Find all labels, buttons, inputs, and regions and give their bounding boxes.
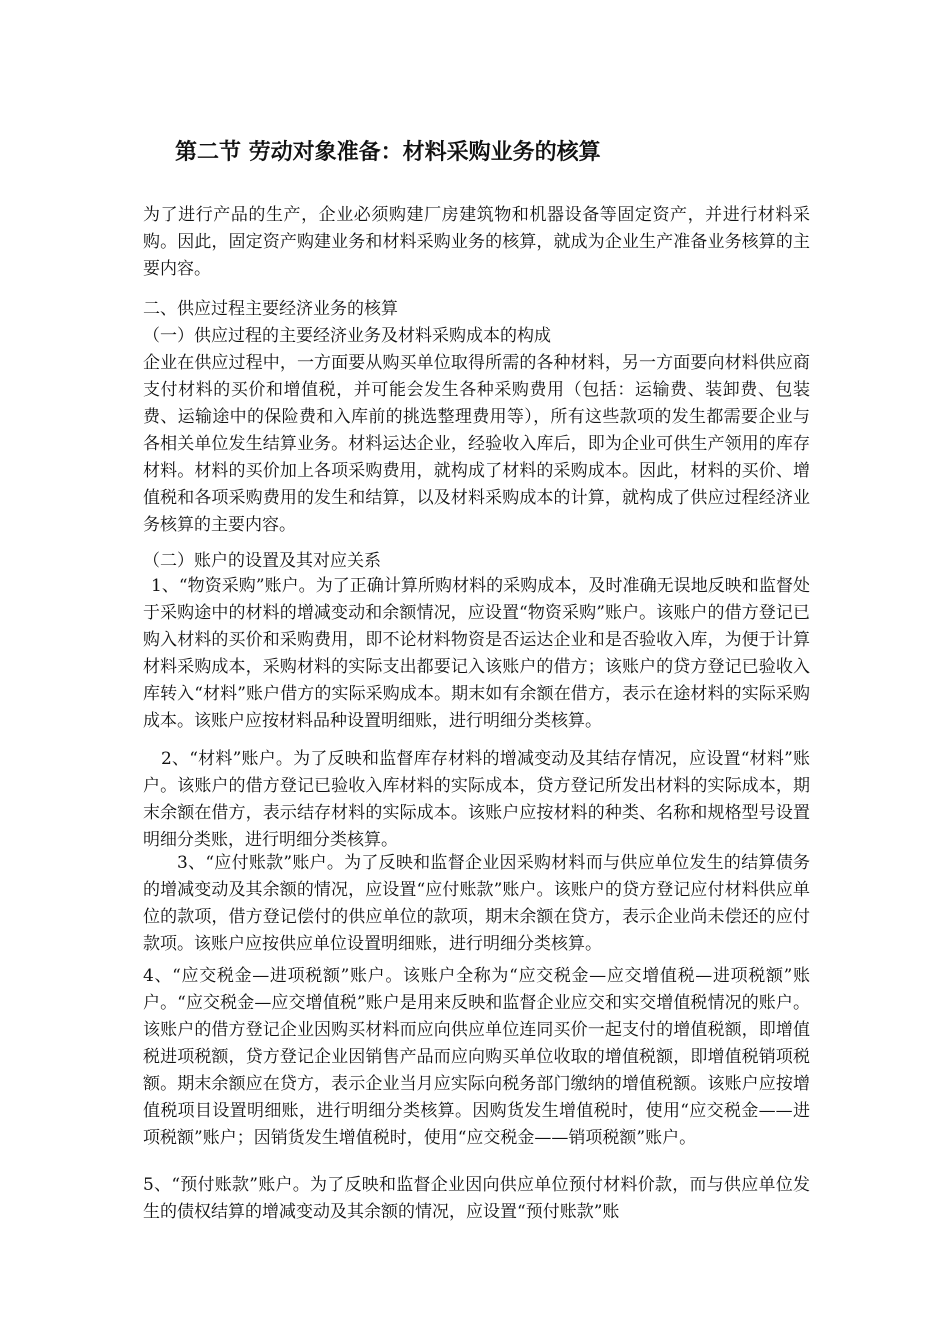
section-2-heading: 二、供应过程主要经济业务的核算	[143, 299, 398, 319]
subsection-2-heading: （二）账户的设置及其对应关系	[143, 551, 381, 571]
intro-paragraph: 为了进行产品的生产，企业必须购建厂房建筑物和机器设备等固定资产，并进行材料采购。因此，固定资产购建业务和材料采购业务的核算，就成为企业生产准备业务核算的主要内容。	[143, 205, 810, 279]
subsection-1-heading: （一）供应过程的主要经济业务及材料采购成本的构成	[143, 326, 551, 346]
section-title: 第二节 劳动对象准备：材料采购业务的核算	[175, 140, 601, 165]
account-4-paragraph: 4、“应交税金—进项税额”账户。该账户全称为“应交税金—应交增值税—进项税额”账户。“应交税金—应交增值税”账户是用来反映和监督企业应交和实交增值税情况的账户。该账户的借方登记企业因购买材料而应向供应单位连同买价一起支付的增值税额，即增值税进项税额，贷方登记企业因销售产品而应向购买单位收取的增值税额，即增值税销项税额。期末余额应在贷方，表示企业当月应实际向税务部门缴纳的增值税额。该账户应按增值税项目设置明细账，进行明细分类核算。因购货发生增值税时，使用“应交税金——进项税额”账户；因销货发生增值税时，使用“应交税金——销项税额”账户。	[143, 966, 811, 1148]
account-1-paragraph: 1、“物资采购”账户。为了正确计算所购材料的采购成本，及时准确无误地反映和监督处于采购途中的材料的增减变动和余额情况，应设置“物资采购”账户。该账户的借方登记已购入材料的买价和采购费用，即不论材料物资是否运达企业和是否验收入库，为便于计算材料采购成本，采购材料的实际支出都要记入该账户的借方；该账户的贷方登记已验收入库转入“材料”账户借方的实际采购成本。期末如有余额在借方，表示在途材料的实际采购成本。该账户应按材料品种设置明细账，进行明细分类核算。	[143, 576, 810, 731]
account-5-paragraph: 5、“预付账款”账户。为了反映和监督企业因向供应单位预付材料价款，而与供应单位发生的债权结算的增减变动及其余额的情况，应设置“预付账款”账	[143, 1175, 810, 1222]
account-3-paragraph: 3、“应付账款”账户。为了反映和监督企业因采购材料而与供应单位发生的结算债务的增减变动及其余额的情况，应设置“应付账款”账户。该账户的贷方登记应付材料供应单位的款项，借方登记偿付的供应单位的款项，期末余额在贷方，表示企业尚未偿还的应付款项。该账户应按供应单位设置明细账，进行明细分类核算。	[143, 853, 810, 954]
account-2-paragraph: 2、“材料”账户。为了反映和监督库存材料的增减变动及其结存情况，应设置“材料”账户。该账户的借方登记已验收入库材料的实际成本，贷方登记所发出材料的实际成本，期末余额在借方，表示结存材料的实际成本。该账户应按材料的种类、名称和规格型号设置明细分类账，进行明细分类核算。	[143, 749, 810, 850]
supply-process-paragraph: 企业在供应过程中，一方面要从购买单位取得所需的各种材料，另一方面要向材料供应商支付材料的买价和增值税，并可能会发生各种采购费用（包括：运输费、装卸费、包装费、运输途中的保险费和入库前的挑选整理费用等），所有这些款项的发生都需要企业与各相关单位发生结算业务。材料运达企业，经验收入库后，即为企业可供生产领用的库存材料。材料的买价加上各项采购费用，就构成了材料的采购成本。因此，材料的买价、增值税和各项采购费用的发生和结算，以及材料采购成本的计算，就构成了供应过程经济业务核算的主要内容。	[143, 353, 810, 535]
